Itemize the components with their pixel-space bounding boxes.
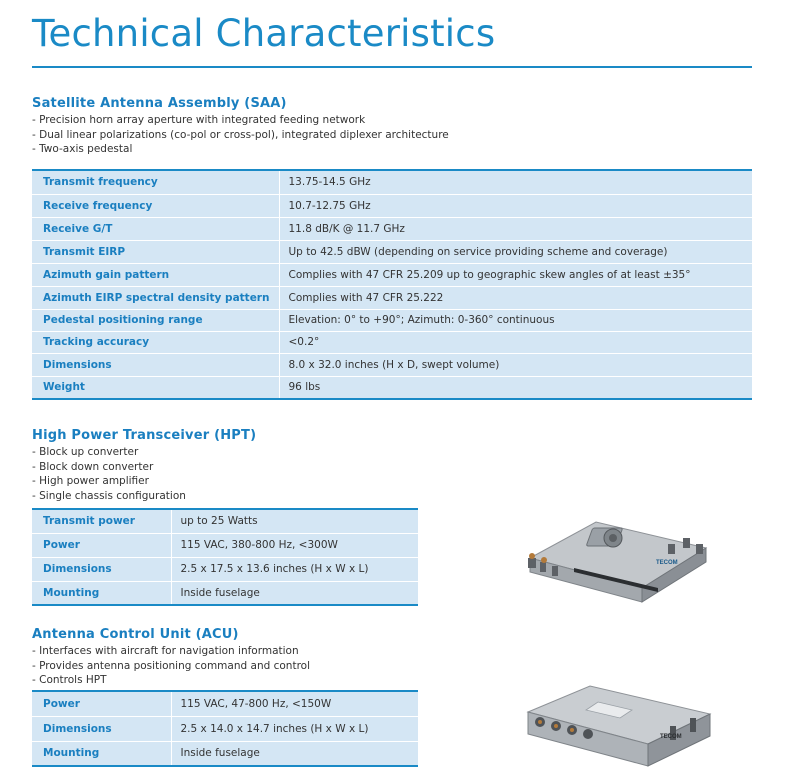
saa-spec-table xyxy=(32,169,752,400)
table-row xyxy=(32,716,418,741)
spec-label: Dimensions xyxy=(32,557,171,581)
spec-label: Dimensions xyxy=(32,716,171,741)
table-row xyxy=(32,557,418,581)
hpt-bullet: - High power amplifier xyxy=(32,475,149,488)
spec-label: Transmit power xyxy=(32,509,171,533)
table-row xyxy=(32,263,752,286)
hpt-brand-label: TECOM xyxy=(656,560,678,566)
hpt-spec-table xyxy=(32,508,418,606)
hpt-title: High Power Transceiver (HPT) xyxy=(32,428,257,443)
spec-value: Complies with 47 CFR 25.222 xyxy=(279,286,752,309)
table-row xyxy=(32,309,752,331)
spec-value: Up to 42.5 dBW (depending on service providing scheme and coverage) xyxy=(279,240,752,263)
spec-label: Transmit frequency xyxy=(32,170,279,194)
spec-label: Weight xyxy=(32,376,279,399)
table-row xyxy=(32,533,418,557)
spec-value: 13.75-14.5 GHz xyxy=(279,170,752,194)
table-row xyxy=(32,331,752,353)
acu-title: Antenna Control Unit (ACU) xyxy=(32,627,239,642)
acu-bullets xyxy=(32,644,310,688)
spec-label: Pedestal positioning range xyxy=(32,309,279,331)
table-row xyxy=(32,286,752,309)
page-title: Technical Characteristics xyxy=(32,12,496,55)
table-row xyxy=(32,170,752,194)
hpt-section xyxy=(32,428,256,504)
spec-value: Inside fuselage xyxy=(171,581,418,605)
spec-label: Power xyxy=(32,533,171,557)
saa-bullet: - Precision horn array aperture with integrated feeding network xyxy=(32,114,366,126)
spec-label: Azimuth gain pattern xyxy=(32,263,279,286)
table-row xyxy=(32,581,418,605)
spec-value: Inside fuselage xyxy=(171,741,418,766)
acu-unit-image xyxy=(520,676,728,772)
hpt-unit-image xyxy=(518,508,726,608)
acu-brand-label: TECOM xyxy=(660,734,682,740)
hpt-bullet: - Block up converter xyxy=(32,446,139,458)
spec-value: Elevation: 0° to +90°; Azimuth: 0-360° continuous xyxy=(279,309,752,331)
spec-label: Dimensions xyxy=(32,353,279,376)
spec-value: 115 VAC, 380-800 Hz, <300W xyxy=(171,533,418,557)
table-row xyxy=(32,691,418,716)
acu-section xyxy=(32,627,310,688)
spec-value: 8.0 x 32.0 inches (H x D, swept volume) xyxy=(279,353,752,376)
table-row xyxy=(32,376,752,399)
spec-label: Power xyxy=(32,691,171,716)
spec-label: Receive G/T xyxy=(32,217,279,240)
table-row xyxy=(32,217,752,240)
table-row xyxy=(32,741,418,766)
saa-section xyxy=(32,96,449,157)
spec-value: up to 25 Watts xyxy=(171,509,418,533)
hpt-bullets xyxy=(32,445,256,504)
spec-value: <0.2° xyxy=(279,331,752,353)
spec-value: 2.5 x 17.5 x 13.6 inches (H x W x L) xyxy=(171,557,418,581)
spec-value: 2.5 x 14.0 x 14.7 inches (H x W x L) xyxy=(171,716,418,741)
spec-label: Mounting xyxy=(32,741,171,766)
table-row xyxy=(32,353,752,376)
spec-value: 10.7-12.75 GHz xyxy=(279,194,752,217)
acu-bullet: - Provides antenna positioning command and control xyxy=(32,659,310,672)
saa-bullets xyxy=(32,113,449,157)
table-row xyxy=(32,509,418,533)
spec-label: Transmit EIRP xyxy=(32,240,279,263)
spec-label: Mounting xyxy=(32,581,171,605)
spec-value: 115 VAC, 47-800 Hz, <150W xyxy=(171,691,418,716)
hpt-bullet: - Single chassis configuration xyxy=(32,490,186,503)
spec-value: Complies with 47 CFR 25.209 up to geographic skew angles of at least ±35° xyxy=(279,263,752,286)
title-divider xyxy=(32,66,752,68)
acu-bullet: - Controls HPT xyxy=(32,674,107,687)
saa-title: Satellite Antenna Assembly (SAA) xyxy=(32,96,287,111)
spec-label: Azimuth EIRP spectral density pattern xyxy=(32,286,279,309)
table-row xyxy=(32,194,752,217)
table-row xyxy=(32,240,752,263)
saa-bullet: - Dual linear polarizations (co-pol or cross-pol), integrated diplexer architecture xyxy=(32,128,449,141)
spec-label: Receive frequency xyxy=(32,194,279,217)
acu-bullet: - Interfaces with aircraft for navigation information xyxy=(32,645,299,657)
spec-label: Tracking accuracy xyxy=(32,331,279,353)
spec-value: 96 lbs xyxy=(279,376,752,399)
saa-bullet: - Two-axis pedestal xyxy=(32,143,133,156)
spec-value: 11.8 dB/K @ 11.7 GHz xyxy=(279,217,752,240)
acu-spec-table xyxy=(32,690,418,767)
hpt-bullet: - Block down converter xyxy=(32,460,154,473)
